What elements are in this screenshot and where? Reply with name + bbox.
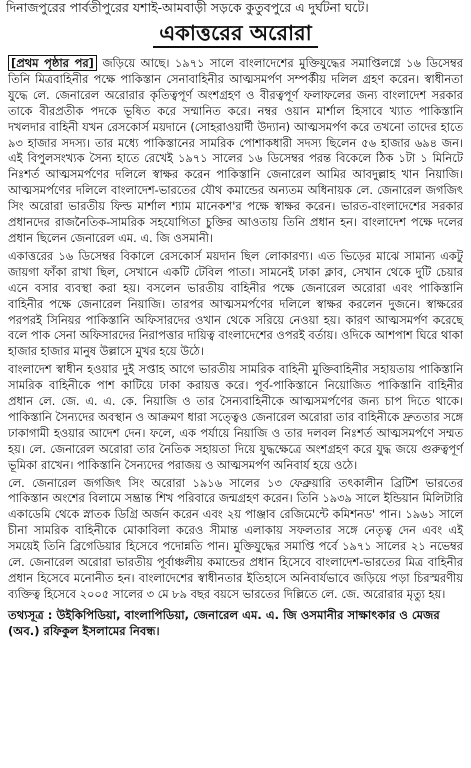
article-paragraph-3: বাংলাদেশ স্বাধীন হওয়ার দুই সপ্তাহ আগে ভারতীয় সামরিক বাহিনী মুক্তিবাহিনীর সহায়তায় পাকিস্তানি সামরিক বাহিনীকে পাশ কাটিয়ে ঢাকা করায়ত্ত করে। পূর্ব-পাকিস্তানে নিয়োজিত পাকিস্তানি বাহিনীর প্রধান লে. জে. এ. এ. কে. নিয়াজি ও তার সৈন্যবাহিনীকে আত্মসমর্পণের জন্য চাপ দিতে থাকে। পাকিস্তানি সৈন্যদের অবস্থান ও আক্রমণ ধারা সত্ত্বেও জেনারেল অরোরা তার বাহিনীকে দ্রুততার সঙ্গে ঢাকাগামী হওয়ার আদেশ দেন। ফলে, এক পর্যায়ে নিয়াজি ও তার দলবল নিঃশর্ত আত্মসমর্পণে সম্মত হয়। লে. জেনারেল অরোরা তার নৈতিক সহায়তা দিয়ে যুদ্ধক্ষেত্রে অংশগ্রহণ করে যুদ্ধ জয়ে গুরুত্বপূর্ণ ভূমিকা রাখেন। পাকিস্তানি সৈন্যদের পরাজয় ও আত্মসমর্পণ অনিবার্য হয়ে ওঠে। xyxy=(8,362,463,472)
article-paragraph-1 xyxy=(8,56,463,247)
sources-note: তথ্যসূত্র : উইকিপিডিয়া, বাংলাপিডিয়া, জেনারেল এম. এ. জি ওসমানীর সাক্ষাৎকার ও মেজর (অব.) রফিকুল ইসলামের নিবন্ধ। xyxy=(8,607,440,638)
article-paragraph-2: একাত্তরের ১৬ ডিসেম্বর বিকালে রেসকোর্স ময়দান ছিল লোকারণ্য। এত ভিড়ের মাঝে সামান্য একটু জায়গা ফাঁকা রাখা ছিল, সেখানে একটি টেবিল পাতা। সামনেই ঢাকা ক্লাব, সেখান থেকে দুটি চেয়ার এনে বসার ব্যবস্থা করা হয়। বসলেন ভারতীয় বাহিনীর পক্ষে জেনারেল অরোরা এবং পাকিস্তানি বাহিনীর পক্ষে জেনারেল নিয়াজি। তারপর আত্মসমর্পণের দলিলে স্বাক্ষর করলেন দুজনে। স্বাক্ষরের পরপরই সিনিয়র পাকিস্তানি অফিসারদের ওখান থেকে সরিয়ে নেওয়া হয়। কারণ আত্মসমর্পণ করেছে বলে পাক সেনা অফিসারদের নিরাপত্তার দায়িত্ব বাংলাদেশের ওপরই বর্তায়। ওদিকে আশপাশ ঘিরে থাকা হাজার হাজার মানুষ উল্লাসে মুখর হয়ে উঠে। xyxy=(8,248,463,359)
headline-wrap xyxy=(8,20,463,48)
continued-from-label: [প্রথম পৃষ্ঠার পর] xyxy=(8,55,97,71)
article-paragraph-4: লে. জেনারেল জগজিৎ সিং অরোরা ১৯১৬ সালের ১৩ ফেব্রুয়ারি তৎকালীন ব্রিটিশ ভারতের পাকিস্তান অংশের বিলামে সম্ভ্রান্ত শিখ পরিবারে জন্মগ্রহণ করেন। তিনি ১৯৩৯ সালে ইন্ডিয়ান মিলিটারি একাডেমি থেকে স্নাতক ডিগ্রি অর্জন করেন এবং ২য় পাঞ্জাব রেজিমেন্টে কমিশনড' পান। ১৯৬১ সালে চীনা সামরিক বাহিনীকে মোকাবিলা করেও সীমান্ত এলাকায় সফলতার সঙ্গে নেতৃত্ব দেন এবং এই সময়েই তিনি ব্রিগেডিয়ার হিসেবে পদোন্নতি পান। মুক্তিযুদ্ধের সমাপ্তি পর্বে ১৯৭১ সালের ২১ নভেম্বর লে. জেনারেল অরোরা ভারতীয় পূর্বাঞ্চলীয় কমান্ডের প্রধান হিসেবে বাংলাদেশ-ভারতের মিত্র বাহিনীর প্রধান হিসেবে মনোনীত হন। বাংলাদেশের স্বাধীনতার ইতিহাসে অনিবার্যভাবে জড়িয়ে পড়া চিরস্মরণীয় ব্যক্তিত্ব হিসেবে ২০০৫ সালের ৩ মে ৮৯ বছর বয়সে ভারতের দিল্লিতে লে. জে. অরোরার মৃত্যু হয়। xyxy=(8,475,463,601)
paragraph-text: জড়িয়ে আছে। ১৯৭১ সালে বাংলাদেশের মুক্তিযুদ্ধের সমাপ্তিলগ্নে ১৬ ডিসেম্বর তিনি মিত্রবাহিনীর পক্ষে পাকিস্তান সেনাবাহিনীর আত্মসমর্পণ সম্পর্কীয় দলিল গ্রহণ করেন। স্বাধীনতা যুদ্ধে লে. জেনারেল অরোরার কৃতিত্বপূর্ণ অংশগ্রহণ ও বীরত্বপূর্ণ ফলাফলের জন্য বাংলাদেশ সরকার তাকে বীরপ্রতীক পদকে ভূষিত করে সম্মানিত করে। নম্বর ওয়ান মার্শাল হিসাবে খ্যাত পাকিস্তানি দখলদার বাহিনী যখন রেসকোর্স ময়দানে (সোহরাওয়ার্দী উদ্যান) আত্মসমর্পণ করে তখনো তাদের হাতে ৯৩ হাজার সদস্য। তার মধ্যে পাকিস্তানের সামরিক পোশাকধারী সদস্য ছিলেন ৫৬ হাজার ৬৯৪ জন। এই বিপুলসংখ্যক সৈন্য হাতে রেখেই ১৯৭১ সালের ১৬ ডিসেম্বর পরন্ত বিকেলে ঠিক ১টা ১ মিনিটে নিঃশর্ত আত্মসমর্পণের দলিলে স্বাক্ষর করেন পাকিস্তানি জেনারেল আমির আবদুল্লাহ খান নিয়াজি। আত্মসমর্পণের দলিলে বাংলাদেশ-ভারতের যৌথ কমান্ডের অন্যতম অধিনায়ক লে. জেনারেল জগজিৎ সিং অরোরা ভারতীয় ফিল্ড মার্শাল শ্যাম মানেকশ'র পক্ষে স্বাক্ষর করেন। ভারত-বাংলাদেশের সরকার প্রধানদের রাজনৈতিক-সামরিক সহযোগিতা চুক্তির আওতায় তিনি প্রধান হন। বাংলাদেশ পক্ষে দলের প্রধান ছিলেন জেনারেল এম. এ. জি ওসমানী। xyxy=(8,56,464,245)
previous-article-tail: দিনাজপুরের পার্বতীপুরের যশাই-আমবাড়ী সড়কে কুতুবপুরে এ দুর্ঘটনা ঘটে। xyxy=(6,0,369,15)
article-headline: একাত্তরের অরোরা xyxy=(153,20,318,48)
